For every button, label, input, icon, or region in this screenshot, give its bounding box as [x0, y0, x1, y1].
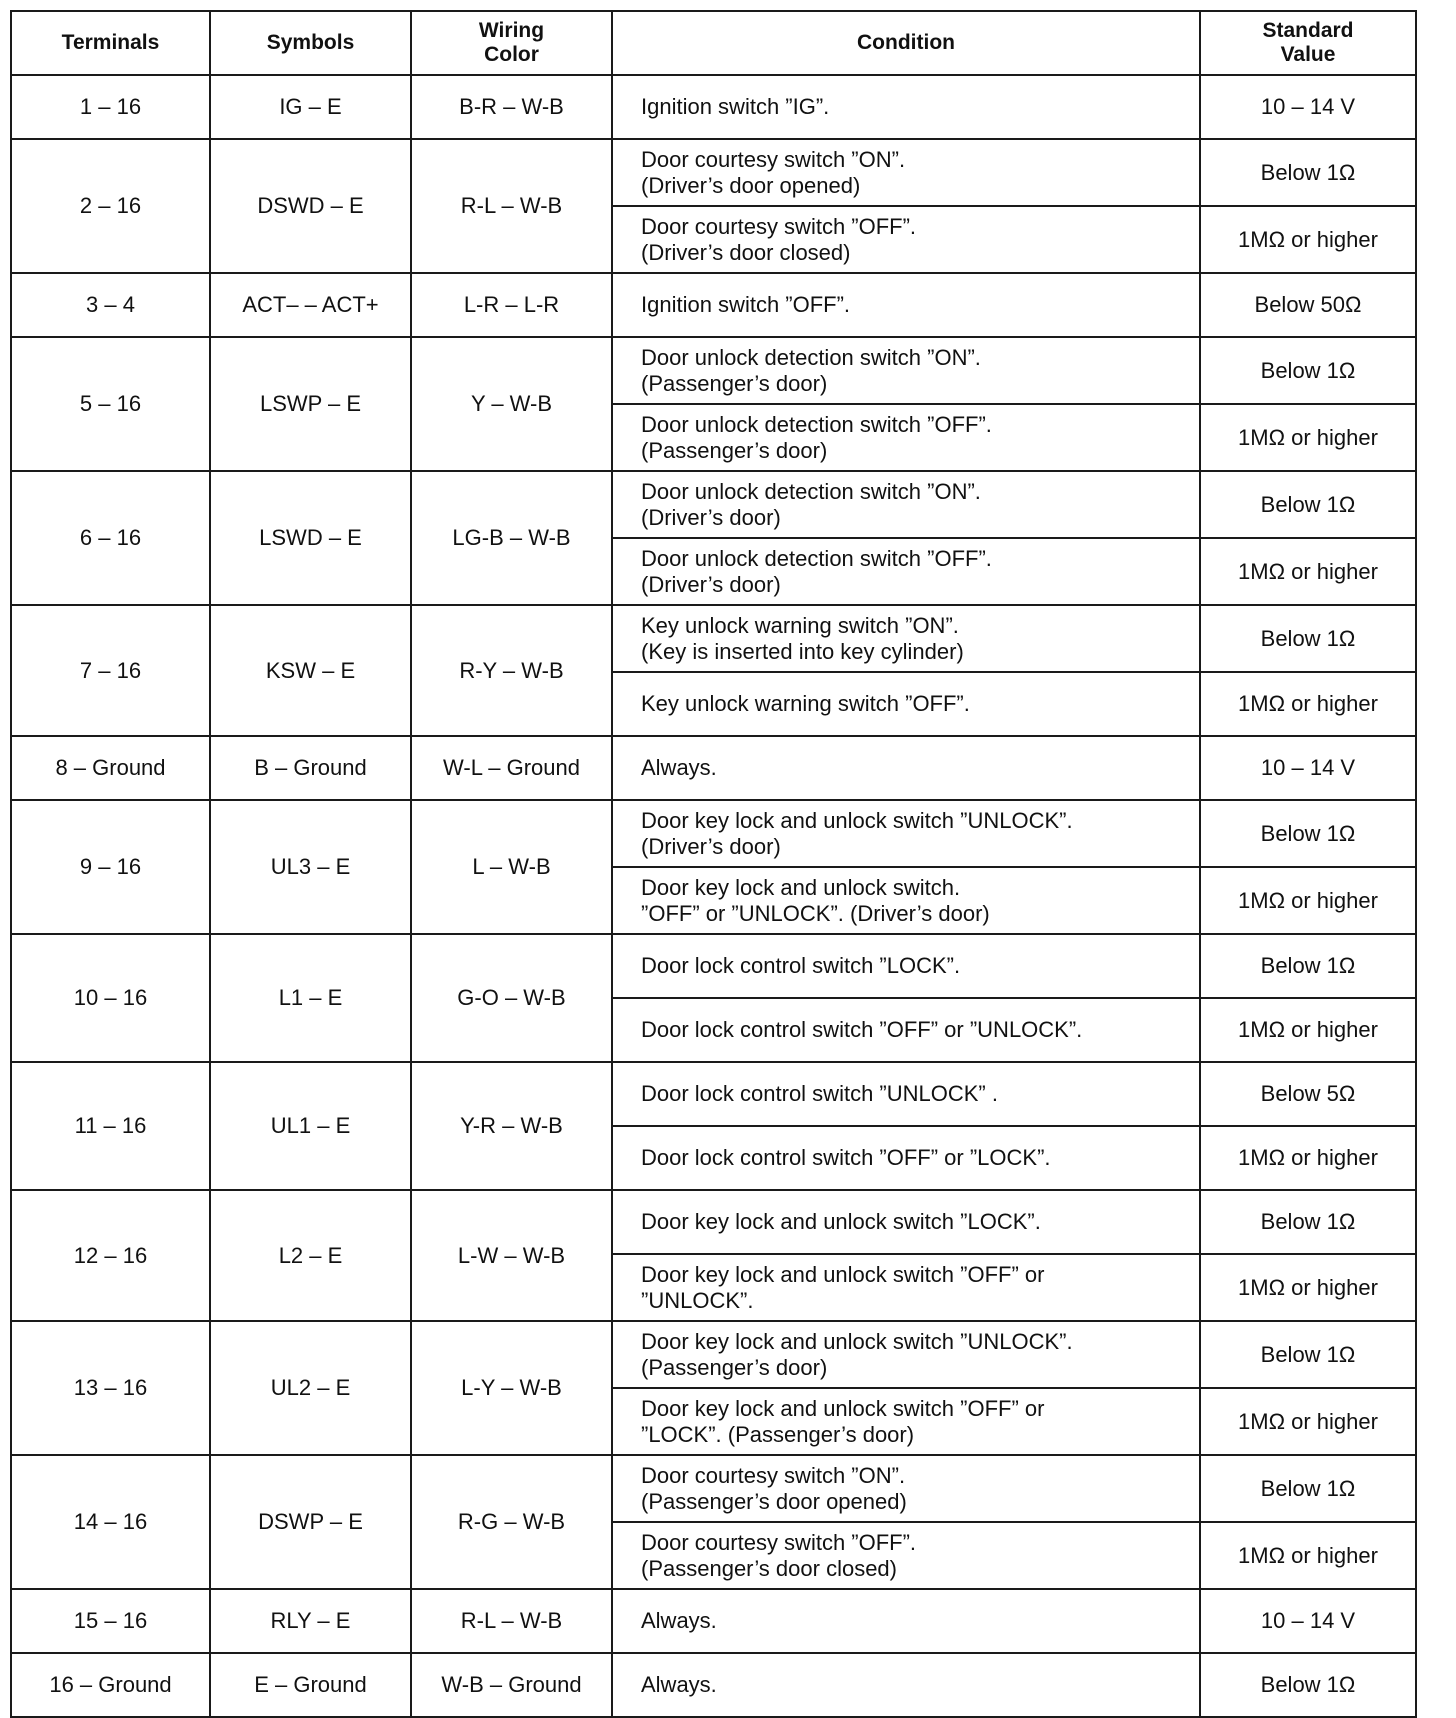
- condition-line: (Driver’s door): [641, 833, 781, 859]
- terminals-cell: 11 – 16: [11, 1062, 210, 1190]
- standard-value-cell: 1MΩ or higher: [1200, 1388, 1416, 1455]
- table-row: [11, 1455, 1416, 1522]
- standard-value-cell: 1MΩ or higher: [1200, 404, 1416, 471]
- standard-value-cell: Below 1Ω: [1200, 1321, 1416, 1388]
- wiring-color-cell: L-Y – W-B: [411, 1321, 612, 1455]
- condition-line: Key unlock warning switch ”ON”.: [641, 612, 959, 638]
- standard-value-cell: Below 1Ω: [1200, 1455, 1416, 1522]
- condition-cell: [612, 1062, 1200, 1126]
- condition-line: (Driver’s door): [641, 571, 781, 597]
- condition-cell: [612, 1653, 1200, 1717]
- table-row: [11, 337, 1416, 404]
- condition-line: Door key lock and unlock switch ”UNLOCK”.: [641, 807, 1073, 833]
- standard-value-cell: Below 1Ω: [1200, 337, 1416, 404]
- symbols-cell: RLY – E: [210, 1589, 411, 1653]
- terminal-inspection-table: [10, 10, 1417, 1718]
- condition-line: (Passenger’s door): [641, 370, 828, 396]
- standard-value-cell: 10 – 14 V: [1200, 1589, 1416, 1653]
- standard-value-cell: 1MΩ or higher: [1200, 672, 1416, 736]
- condition-line: Door unlock detection switch ”ON”.: [641, 478, 981, 504]
- terminals-cell: 9 – 16: [11, 800, 210, 934]
- standard-value-cell: Below 1Ω: [1200, 1653, 1416, 1717]
- header-terminals: Terminals: [11, 11, 210, 75]
- condition-cell: [612, 736, 1200, 800]
- condition-cell: [612, 1190, 1200, 1254]
- symbols-cell: UL1 – E: [210, 1062, 411, 1190]
- condition-line: (Passenger’s door): [641, 1354, 828, 1380]
- header-condition: Condition: [612, 11, 1200, 75]
- terminals-cell: 3 – 4: [11, 273, 210, 337]
- condition-line: Door key lock and unlock switch.: [641, 874, 961, 900]
- condition-line: Door key lock and unlock switch ”OFF” or: [641, 1395, 1045, 1421]
- condition-line: Always.: [641, 1608, 717, 1633]
- table-row: [11, 1321, 1416, 1388]
- standard-value-cell: 1MΩ or higher: [1200, 1522, 1416, 1589]
- table-row: [11, 1062, 1416, 1126]
- symbols-cell: KSW – E: [210, 605, 411, 736]
- condition-line: (Passenger’s door): [641, 437, 828, 463]
- header-wiring-color: Wiring Color: [411, 11, 612, 75]
- terminals-cell: 12 – 16: [11, 1190, 210, 1321]
- condition-cell: [612, 1126, 1200, 1190]
- condition-line: Door courtesy switch ”ON”.: [641, 1462, 906, 1488]
- wiring-color-cell: R-L – W-B: [411, 1589, 612, 1653]
- table-row: [11, 934, 1416, 998]
- condition-line: Ignition switch ”OFF”.: [641, 292, 851, 317]
- wiring-color-cell: W-L – Ground: [411, 736, 612, 800]
- standard-value-cell: 10 – 14 V: [1200, 736, 1416, 800]
- standard-value-cell: 1MΩ or higher: [1200, 867, 1416, 934]
- condition-cell: [612, 934, 1200, 998]
- table-row: [11, 471, 1416, 538]
- condition-line: (Key is inserted into key cylinder): [641, 638, 964, 664]
- condition-cell: [612, 1388, 1200, 1455]
- condition-cell: [612, 206, 1200, 273]
- table-row: [11, 75, 1416, 139]
- condition-line: Door unlock detection switch ”OFF”.: [641, 411, 992, 437]
- condition-line: Door key lock and unlock switch ”OFF” or: [641, 1261, 1045, 1287]
- condition-cell: [612, 75, 1200, 139]
- header-standard-value: Standard Value: [1200, 11, 1416, 75]
- terminals-cell: 8 – Ground: [11, 736, 210, 800]
- condition-line: Door lock control switch ”LOCK”.: [641, 953, 961, 978]
- condition-line: Door unlock detection switch ”OFF”.: [641, 545, 992, 571]
- symbols-cell: B – Ground: [210, 736, 411, 800]
- table-row: [11, 1589, 1416, 1653]
- condition-line: Key unlock warning switch ”OFF”.: [641, 691, 970, 716]
- symbols-cell: ACT– – ACT+: [210, 273, 411, 337]
- condition-line: (Driver’s door opened): [641, 172, 861, 198]
- table-row: [11, 800, 1416, 867]
- condition-line: ”OFF” or ”UNLOCK”. (Driver’s door): [641, 900, 990, 926]
- standard-value-cell: Below 1Ω: [1200, 139, 1416, 206]
- condition-line: Door courtesy switch ”OFF”.: [641, 1529, 917, 1555]
- standard-value-cell: 10 – 14 V: [1200, 75, 1416, 139]
- symbols-cell: IG – E: [210, 75, 411, 139]
- wiring-color-cell: B-R – W-B: [411, 75, 612, 139]
- condition-cell: [612, 139, 1200, 206]
- condition-cell: [612, 471, 1200, 538]
- standard-value-cell: 1MΩ or higher: [1200, 998, 1416, 1062]
- condition-cell: [612, 605, 1200, 672]
- wiring-color-cell: G-O – W-B: [411, 934, 612, 1062]
- condition-line: Door lock control switch ”OFF” or ”UNLOCK”.: [641, 1017, 1083, 1042]
- symbols-cell: LSWP – E: [210, 337, 411, 471]
- condition-cell: [612, 337, 1200, 404]
- table-row: [11, 139, 1416, 206]
- standard-value-cell: Below 1Ω: [1200, 605, 1416, 672]
- wiring-color-cell: R-Y – W-B: [411, 605, 612, 736]
- terminals-cell: 7 – 16: [11, 605, 210, 736]
- condition-line: ”LOCK”. (Passenger’s door): [641, 1421, 915, 1447]
- table-row: [11, 1190, 1416, 1254]
- condition-line: Door courtesy switch ”ON”.: [641, 146, 906, 172]
- condition-line: Door lock control switch ”OFF” or ”LOCK”.: [641, 1145, 1051, 1170]
- terminals-cell: 2 – 16: [11, 139, 210, 273]
- table-row: [11, 273, 1416, 337]
- condition-line: ”UNLOCK”.: [641, 1287, 754, 1313]
- table-row: [11, 736, 1416, 800]
- condition-line: Door unlock detection switch ”ON”.: [641, 344, 981, 370]
- condition-line: (Driver’s door): [641, 504, 781, 530]
- symbols-cell: E – Ground: [210, 1653, 411, 1717]
- header-symbols: Symbols: [210, 11, 411, 75]
- condition-line: Always.: [641, 1672, 717, 1697]
- condition-cell: [612, 1321, 1200, 1388]
- standard-value-cell: Below 1Ω: [1200, 471, 1416, 538]
- wiring-color-cell: W-B – Ground: [411, 1653, 612, 1717]
- wiring-color-cell: R-G – W-B: [411, 1455, 612, 1589]
- condition-cell: [612, 1589, 1200, 1653]
- terminals-cell: 6 – 16: [11, 471, 210, 605]
- standard-value-cell: 1MΩ or higher: [1200, 1126, 1416, 1190]
- wiring-color-cell: L-W – W-B: [411, 1190, 612, 1321]
- table-row: [11, 1653, 1416, 1717]
- condition-line: Always.: [641, 755, 717, 780]
- standard-value-cell: 1MΩ or higher: [1200, 1254, 1416, 1321]
- symbols-cell: DSWD – E: [210, 139, 411, 273]
- table-row: [11, 605, 1416, 672]
- condition-cell: [612, 1254, 1200, 1321]
- condition-cell: [612, 998, 1200, 1062]
- symbols-cell: UL3 – E: [210, 800, 411, 934]
- condition-line: Door key lock and unlock switch ”UNLOCK”.: [641, 1328, 1073, 1354]
- condition-cell: [612, 800, 1200, 867]
- condition-cell: [612, 1522, 1200, 1589]
- standard-value-cell: 1MΩ or higher: [1200, 538, 1416, 605]
- wiring-color-cell: LG-B – W-B: [411, 471, 612, 605]
- symbols-cell: L2 – E: [210, 1190, 411, 1321]
- terminals-cell: 16 – Ground: [11, 1653, 210, 1717]
- terminals-cell: 15 – 16: [11, 1589, 210, 1653]
- condition-cell: [612, 1455, 1200, 1522]
- symbols-cell: LSWD – E: [210, 471, 411, 605]
- condition-line: Door key lock and unlock switch ”LOCK”.: [641, 1209, 1041, 1234]
- standard-value-cell: Below 50Ω: [1200, 273, 1416, 337]
- standard-value-cell: Below 5Ω: [1200, 1062, 1416, 1126]
- condition-cell: [612, 672, 1200, 736]
- wiring-color-cell: L – W-B: [411, 800, 612, 934]
- table-body: [11, 75, 1416, 1717]
- standard-value-cell: Below 1Ω: [1200, 800, 1416, 867]
- standard-value-cell: Below 1Ω: [1200, 1190, 1416, 1254]
- terminals-cell: 10 – 16: [11, 934, 210, 1062]
- symbols-cell: UL2 – E: [210, 1321, 411, 1455]
- terminals-cell: 1 – 16: [11, 75, 210, 139]
- condition-line: Door lock control switch ”UNLOCK” .: [641, 1081, 998, 1106]
- condition-line: (Passenger’s door opened): [641, 1488, 907, 1514]
- terminals-cell: 14 – 16: [11, 1455, 210, 1589]
- terminals-cell: 5 – 16: [11, 337, 210, 471]
- condition-cell: [612, 273, 1200, 337]
- condition-line: Ignition switch ”IG”.: [641, 94, 830, 119]
- symbols-cell: DSWP – E: [210, 1455, 411, 1589]
- condition-cell: [612, 404, 1200, 471]
- wiring-color-cell: R-L – W-B: [411, 139, 612, 273]
- condition-line: Door courtesy switch ”OFF”.: [641, 213, 917, 239]
- wiring-color-cell: Y – W-B: [411, 337, 612, 471]
- standard-value-cell: Below 1Ω: [1200, 934, 1416, 998]
- condition-cell: [612, 867, 1200, 934]
- symbols-cell: L1 – E: [210, 934, 411, 1062]
- condition-cell: [612, 538, 1200, 605]
- condition-line: (Passenger’s door closed): [641, 1555, 897, 1581]
- terminal-table-container: [10, 10, 1417, 1718]
- terminals-cell: 13 – 16: [11, 1321, 210, 1455]
- standard-value-cell: 1MΩ or higher: [1200, 206, 1416, 273]
- condition-line: (Driver’s door closed): [641, 239, 851, 265]
- wiring-color-cell: L-R – L-R: [411, 273, 612, 337]
- wiring-color-cell: Y-R – W-B: [411, 1062, 612, 1190]
- table-header-row: [11, 11, 1416, 75]
